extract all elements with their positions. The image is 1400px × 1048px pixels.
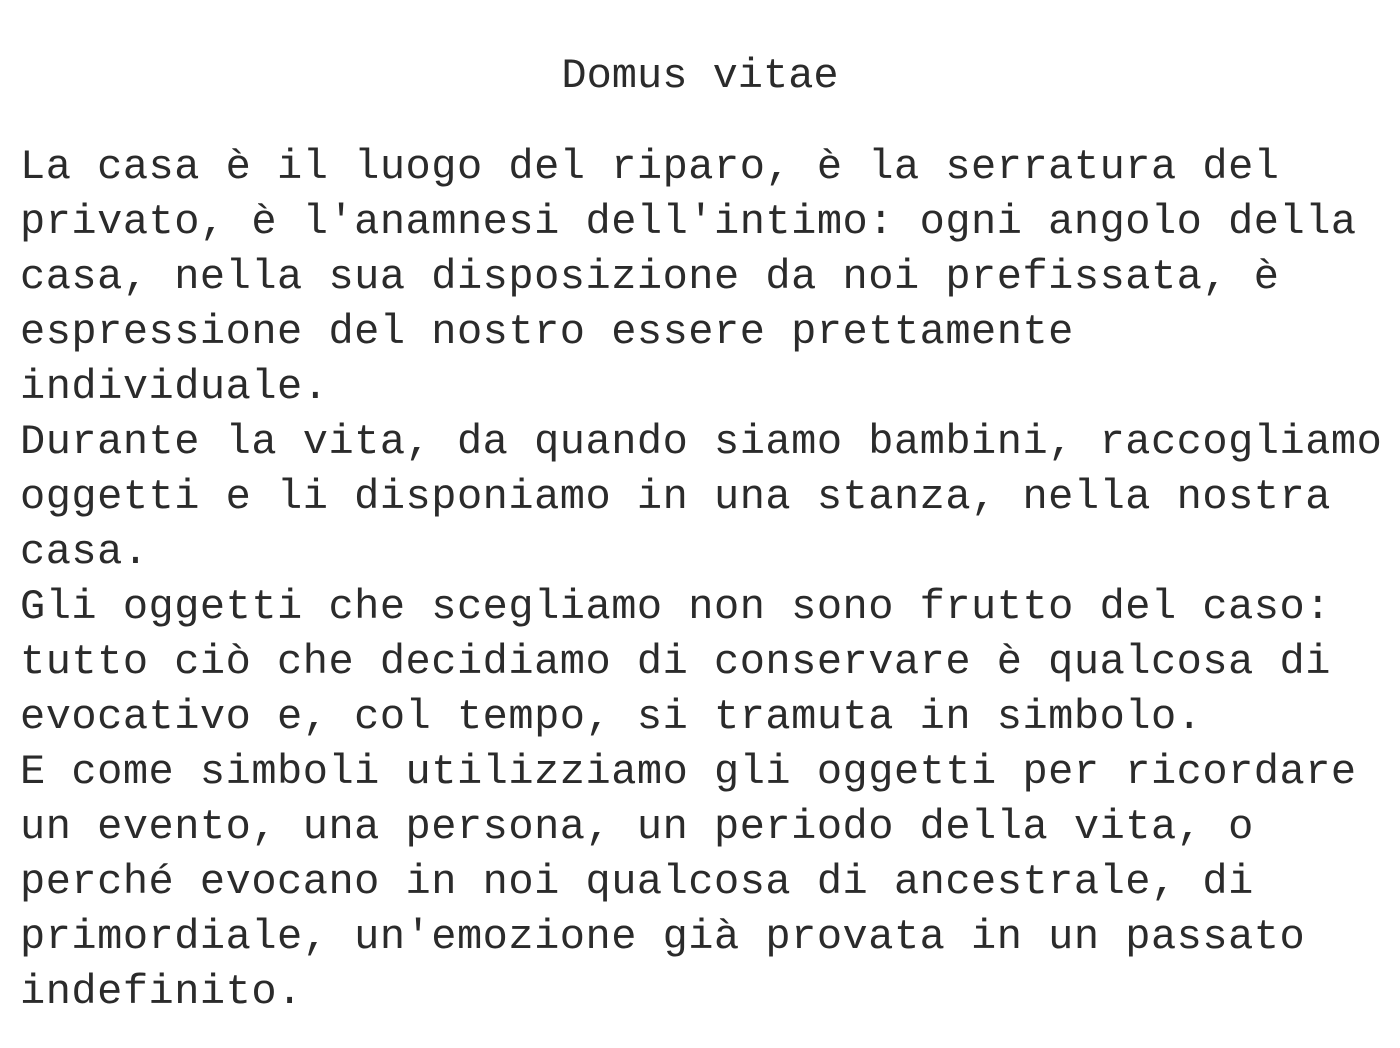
text-line: perché evocano in noi qualcosa di ancestrale, di [20,858,1254,906]
text-line: E come simboli utilizziamo gli oggetti per ricordare [20,748,1357,796]
text-line: La casa è il luogo del riparo, è la serratura del [20,143,1280,191]
document-body [20,140,1400,1020]
text-line: indefinito. [20,968,303,1016]
text-line: individuale. [20,363,329,411]
text-line: Gli oggetti che scegliamo non sono frutto del caso: [20,583,1331,631]
text-line: Durante la vita, da quando siamo bambini, raccogliamo [20,418,1383,466]
text-line: privato, è l'anamnesi dell'intimo: ogni angolo della [20,198,1357,246]
text-line: evocativo e, col tempo, si tramuta in simbolo. [20,693,1203,741]
text-line: tutto ciò che decidiamo di conservare è qualcosa di [20,638,1331,686]
text-line: casa. [20,528,149,576]
text-line: casa, nella sua disposizione da noi prefissata, è [20,253,1280,301]
text-line: primordiale, un'emozione già provata in un passato [20,913,1306,961]
text-line: un evento, una persona, un periodo della vita, o [20,803,1254,851]
text-line: oggetti e li disponiamo in una stanza, nella nostra [20,473,1331,521]
text-line: espressione del nostro essere prettamente [20,308,1074,356]
document-title: Domus vitae [561,52,839,100]
